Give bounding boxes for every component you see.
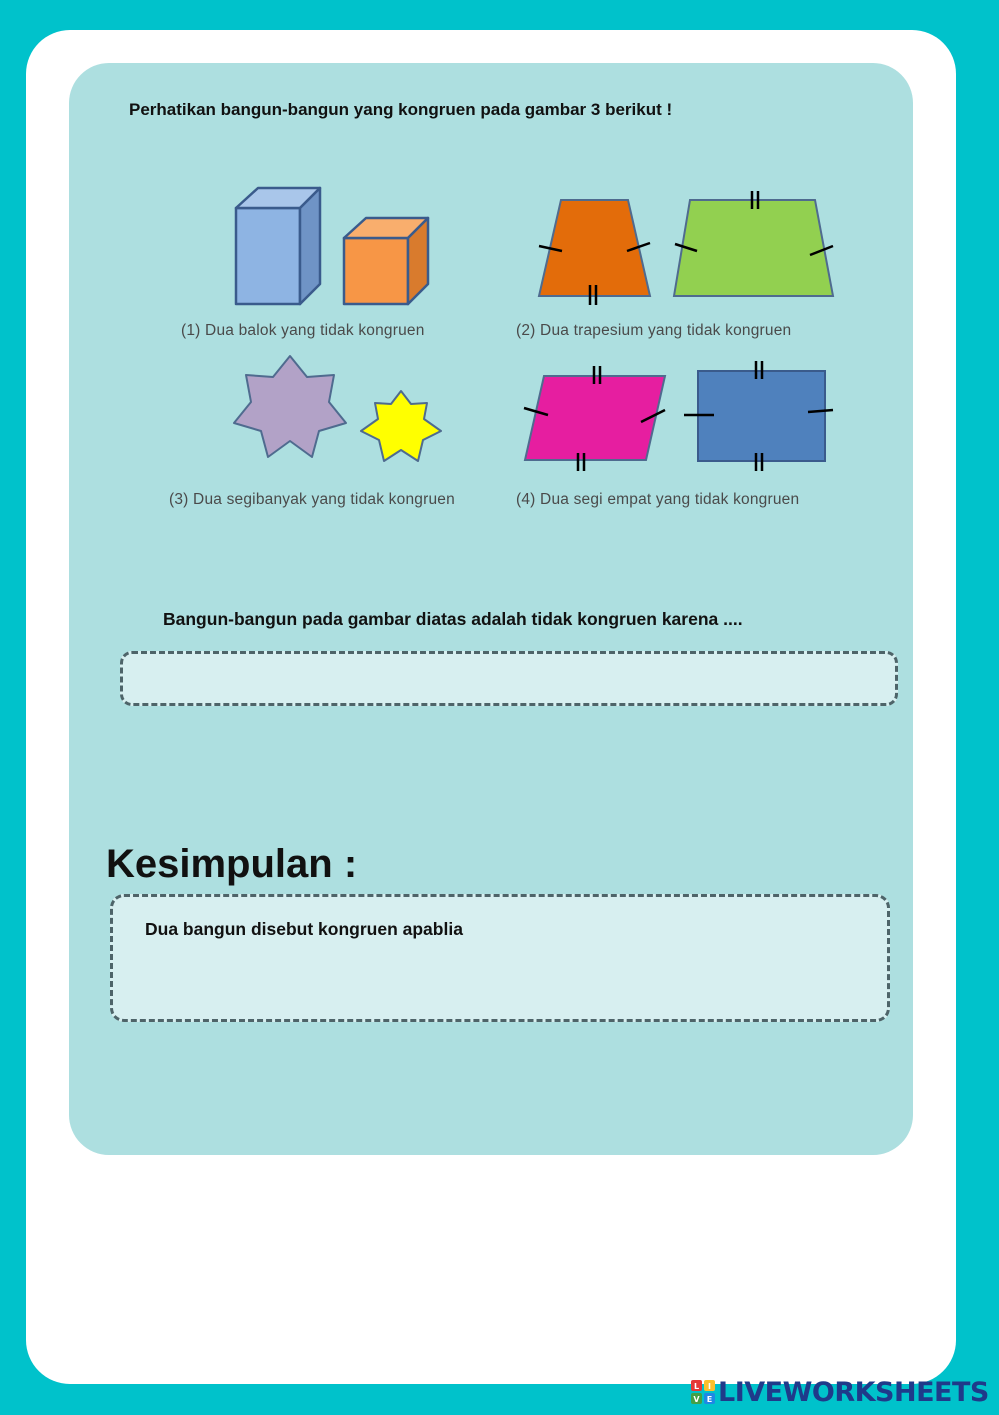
figure-trapezoids xyxy=(535,185,840,310)
caption-1: (1) Dua balok yang tidak kongruen xyxy=(181,322,425,339)
figure-stars xyxy=(230,352,445,474)
instruction-text: Perhatikan bangun-bangun yang kongruen pada gambar 3 berikut ! xyxy=(129,100,673,119)
figure-cuboids xyxy=(230,180,440,310)
green-trapezoid xyxy=(674,191,833,296)
blue-rectangle xyxy=(684,361,833,471)
conclusion-input[interactable] xyxy=(113,949,887,1011)
svg-text:I: I xyxy=(708,1382,711,1391)
question-text: Bangun-bangun pada gambar diatas adalah tidak kongruen karena .... xyxy=(163,609,743,629)
large-cuboid xyxy=(236,188,320,304)
liveworksheets-icon xyxy=(690,1379,716,1405)
svg-text:L: L xyxy=(693,1382,700,1391)
svg-text:E: E xyxy=(706,1395,713,1404)
caption-2: (2) Dua trapesium yang tidak kongruen xyxy=(516,322,792,339)
conclusion-title: Kesimpulan : xyxy=(106,842,358,886)
caption-3: (3) Dua segibanyak yang tidak kongruen xyxy=(169,491,455,508)
orange-trapezoid xyxy=(539,200,650,305)
yellow-star xyxy=(361,391,441,461)
small-cuboid xyxy=(344,218,428,304)
conclusion-box xyxy=(110,894,890,1022)
purple-star xyxy=(234,356,346,457)
svg-text:V: V xyxy=(693,1395,700,1404)
answer-box xyxy=(120,651,898,706)
liveworksheets-logo xyxy=(690,1376,990,1408)
caption-4: (4) Dua segi empat yang tidak kongruen xyxy=(516,491,800,508)
conclusion-label: Dua bangun disebut kongruen apablia xyxy=(145,919,463,939)
pink-parallelogram xyxy=(524,366,665,471)
liveworksheets-wordmark: LIVEWORKSHEETS xyxy=(718,1376,989,1408)
figure-quadrilaterals xyxy=(520,357,840,477)
answer-input[interactable] xyxy=(123,654,895,703)
